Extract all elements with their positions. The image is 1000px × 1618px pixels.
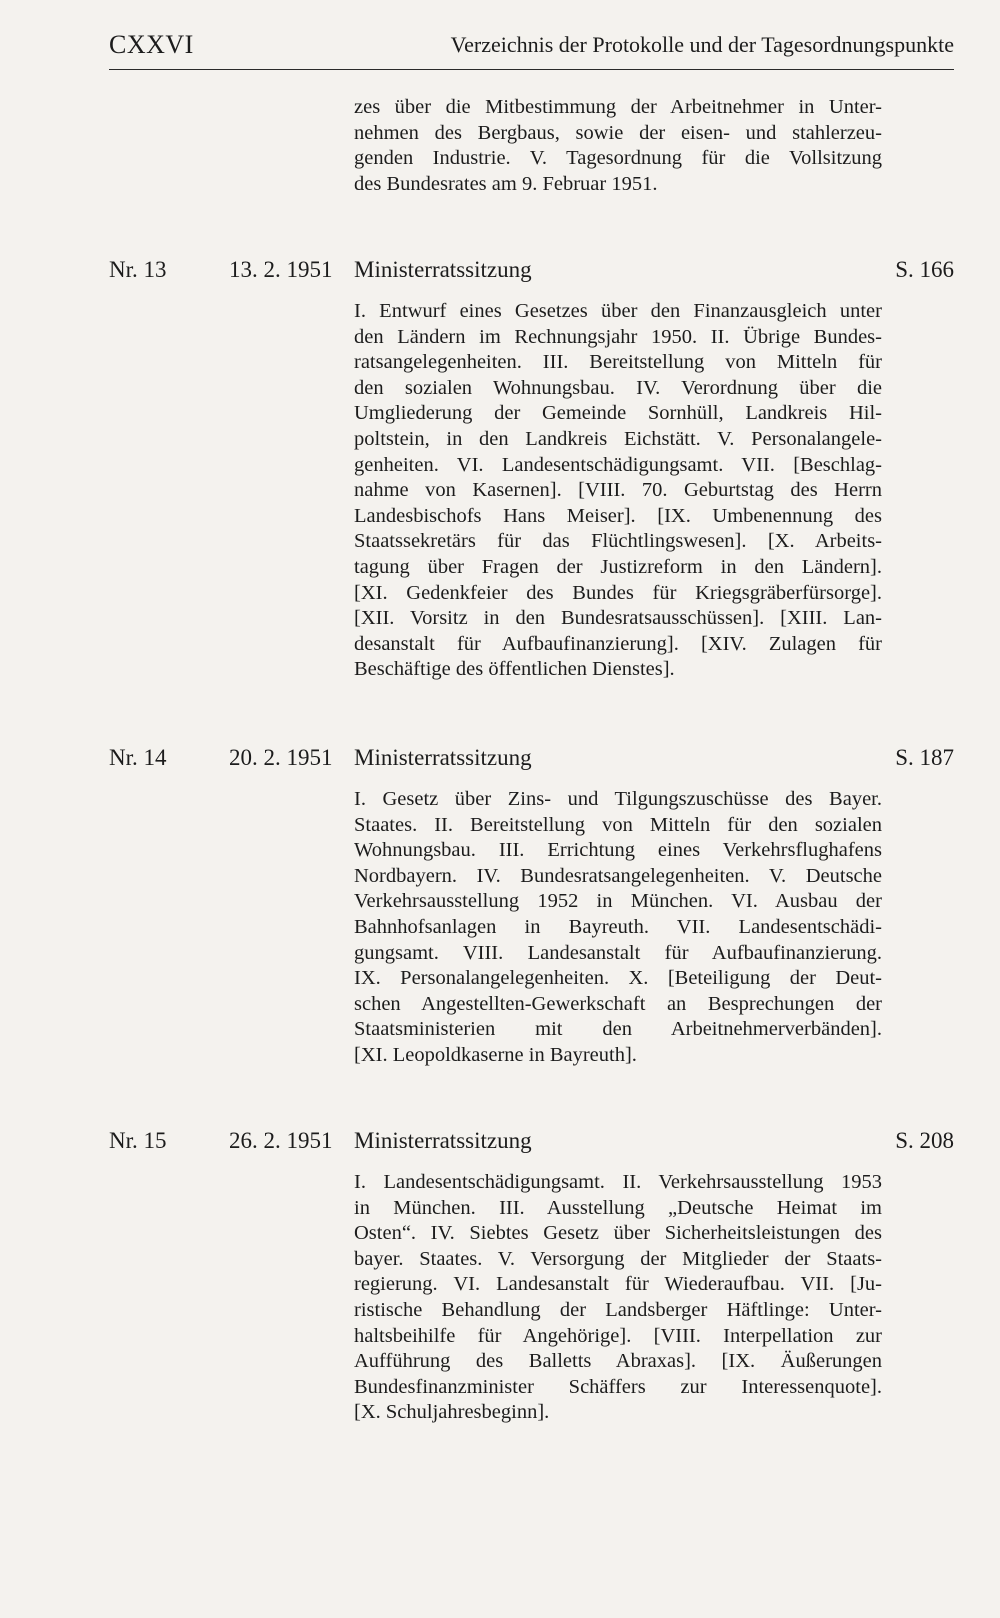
- text-line: poltstein, in den Landkreis Eichstätt. V. Personalangele-: [354, 427, 882, 450]
- text-line: schen Angestellten-Gewerkschaft an Besprechungen der: [354, 992, 882, 1015]
- text-line: I. Gesetz über Zins- und Tilgungszuschüsse des Bayer.: [354, 788, 882, 810]
- text-line: IX. Personalangelegenheiten. X. [Beteiligung der Deut-: [354, 967, 882, 990]
- text-line: I. Landesentschädigungsamt. II. Verkehrsausstellung 1953: [354, 1171, 882, 1193]
- text-line: Osten“. IV. Siebtes Gesetz über Sicherheitsleistungen des: [354, 1222, 882, 1245]
- text-line: regierung. VI. Landesanstalt für Wiederaufbau. VII. [Ju-: [354, 1273, 882, 1296]
- text-line: haltsbeihilfe für Angehörige]. [VIII. Interpellation zur: [354, 1324, 882, 1347]
- text-line: Verkehrsausstellung 1952 in München. VI. Ausbau der: [354, 890, 882, 913]
- entry-title: Ministerratssitzung: [354, 257, 532, 282]
- text-line: Staatsministerien mit den Arbeitnehmerverbänden].: [354, 1018, 882, 1041]
- running-title: Verzeichnis der Protokolle und der Tagesordnungspunkte: [450, 32, 954, 57]
- entry-date: 20. 2. 1951: [229, 745, 333, 770]
- text-line: gungsamt. VIII. Landesanstalt für Aufbaufinanzierung.: [354, 941, 882, 964]
- text-line: den Ländern im Rechnungsjahr 1950. II. Übrige Bundes-: [354, 325, 882, 348]
- text-line: Bahnhofsanlagen in Bayreuth. VII. Landesentschädi-: [354, 915, 882, 938]
- entry-heading-13: [109, 257, 954, 289]
- entry-agenda-13: [354, 299, 882, 683]
- text-line: genden Industrie. V. Tagesordnung für die Vollsitzung: [354, 147, 882, 170]
- entry-agenda-15: [354, 1170, 882, 1426]
- text-line: [X. Schuljahresbeginn].: [354, 1401, 550, 1424]
- entry-page-ref: S. 208: [895, 1128, 954, 1153]
- text-line: Aufführung des Balletts Abraxas]. [IX. Äußerungen: [354, 1350, 882, 1373]
- text-line: Wohnungsbau. III. Errichtung eines Verkehrsflughafens: [354, 839, 882, 862]
- entry-number: Nr. 15: [109, 1128, 167, 1153]
- page-header: [109, 30, 954, 70]
- continuation-text: [354, 95, 882, 197]
- entry-agenda-14: [354, 787, 882, 1069]
- text-line: nahme von Kasernen]. [VIII. 70. Geburtstag des Herrn: [354, 479, 882, 502]
- text-line: Umgliederung der Gemeinde Sornhüll, Landkreis Hil-: [354, 402, 882, 425]
- text-line: zes über die Mitbestimmung der Arbeitnehmer in Unter-: [354, 96, 882, 118]
- text-line: Staates. II. Bereitstellung von Mitteln für den sozialen: [354, 813, 882, 836]
- page-number: CXXVI: [109, 30, 194, 59]
- text-line: den sozialen Wohnungsbau. IV. Verordnung über die: [354, 376, 882, 399]
- header-rule: [109, 69, 954, 70]
- text-line: I. Entwurf eines Gesetzes über den Finanzausgleich unter: [354, 300, 882, 322]
- text-line: des Bundesrates am 9. Februar 1951.: [354, 172, 658, 195]
- text-line: Bundesfinanzminister Schäffers zur Interessenquote].: [354, 1375, 882, 1398]
- entry-heading-15: [109, 1128, 954, 1160]
- text-line: ratsangelegenheiten. III. Bereitstellung von Mitteln für: [354, 351, 882, 374]
- text-line: [XI. Gedenkfeier des Bundes für Kriegsgräberfürsorge].: [354, 581, 882, 604]
- text-line: ristische Behandlung der Landsberger Häftlinge: Unter-: [354, 1298, 882, 1321]
- text-line: genheiten. VI. Landesentschädigungsamt. VII. [Beschlag-: [354, 453, 882, 476]
- text-line: [XII. Vorsitz in den Bundesratsausschüssen]. [XIII. Lan-: [354, 607, 882, 630]
- text-line: Landesbischofs Hans Meiser]. [IX. Umbenennung des: [354, 504, 882, 527]
- text-line: Staatssekretärs für das Flüchtlingswesen]. [X. Arbeits-: [354, 530, 882, 553]
- entry-title: Ministerratssitzung: [354, 745, 532, 770]
- entry-date: 26. 2. 1951: [229, 1128, 333, 1153]
- text-line: [XI. Leopoldkaserne in Bayreuth].: [354, 1043, 637, 1066]
- entry-number: Nr. 14: [109, 745, 167, 770]
- text-line: bayer. Staates. V. Versorgung der Mitglieder der Staats-: [354, 1247, 882, 1270]
- text-line: in München. III. Ausstellung „Deutsche Heimat im: [354, 1196, 882, 1219]
- entry-heading-14: [109, 745, 954, 777]
- text-line: Beschäftige des öffentlichen Dienstes].: [354, 658, 675, 681]
- text-line: desanstalt für Aufbaufinanzierung]. [XIV. Zulagen für: [354, 632, 882, 655]
- text-line: tagung über Fragen der Justizreform in den Ländern].: [354, 555, 882, 578]
- entry-date: 13. 2. 1951: [229, 257, 333, 282]
- entry-page-ref: S. 187: [895, 745, 954, 770]
- entry-number: Nr. 13: [109, 257, 167, 282]
- text-line: nehmen des Bergbaus, sowie der eisen- und stahlerzeu-: [354, 121, 882, 144]
- entry-page-ref: S. 166: [895, 257, 954, 282]
- entry-title: Ministerratssitzung: [354, 1128, 532, 1153]
- text-line: Nordbayern. IV. Bundesratsangelegenheiten. V. Deutsche: [354, 864, 882, 887]
